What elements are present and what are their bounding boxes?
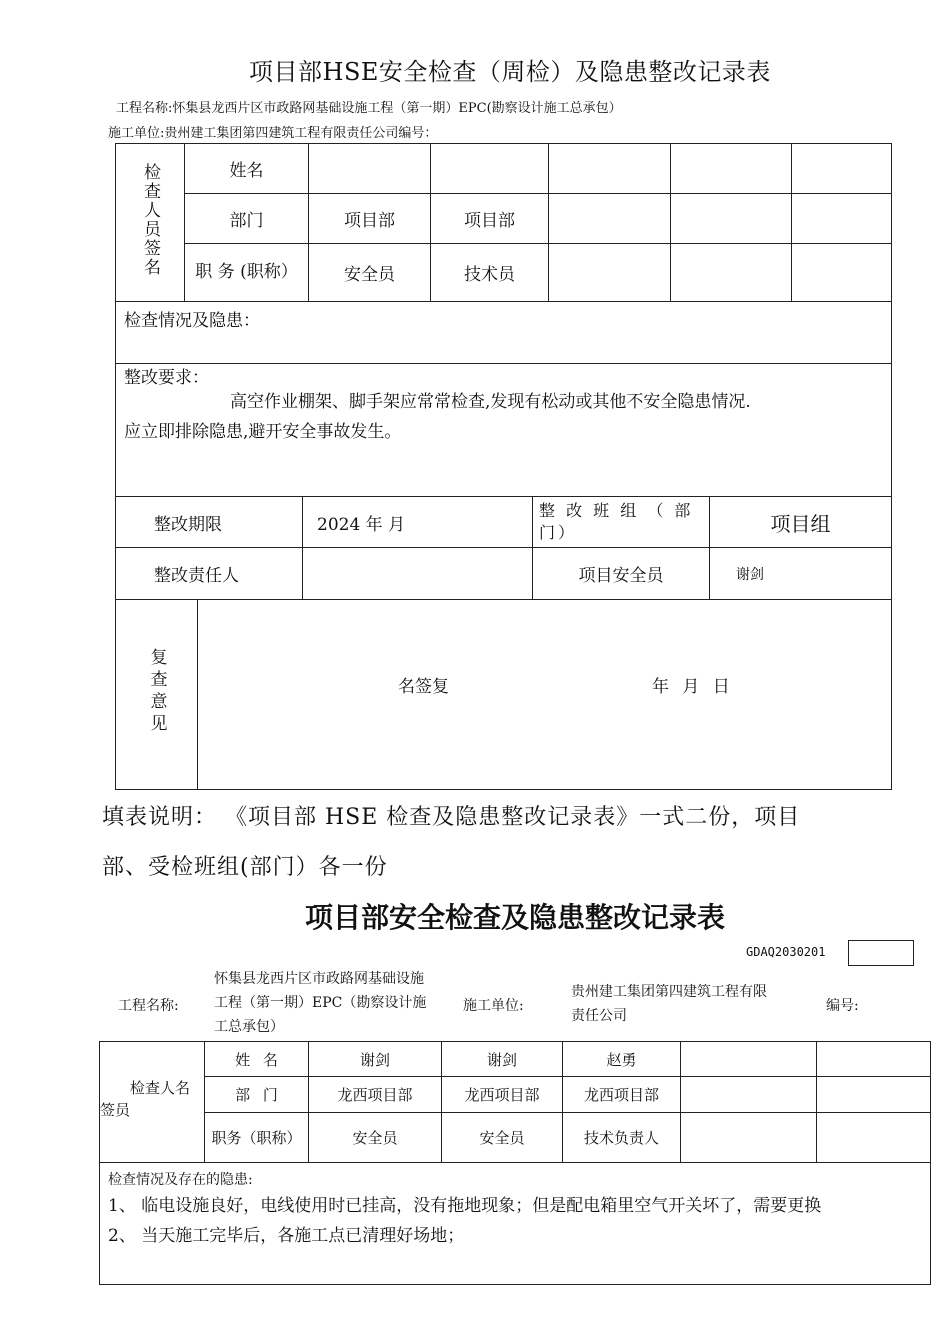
note-line1: 填表说明： 《项目部 HSE 检查及隐患整改记录表》一式二份，项目 <box>102 805 801 830</box>
form2-contractor-value: 贵州建工集团第四建筑工程有限责任公司 <box>571 984 767 1024</box>
form2-dept-cell-1: 龙西项目部 <box>309 1077 442 1113</box>
form2-dept-cell-3: 龙西项目部 <box>563 1077 681 1113</box>
form2-name-cell-1: 谢剑 <box>309 1042 442 1077</box>
form1-name-cell-5[interactable] <box>792 144 892 194</box>
form1-deadline-value[interactable]: 2024 年 月 <box>303 497 533 548</box>
form2-inspector-table <box>99 1041 931 1285</box>
form1-situation-label: 检查情况及隐患： <box>124 311 260 331</box>
form1-review-content[interactable] <box>198 600 892 790</box>
form1-deadline-label: 整改期限 <box>116 497 303 548</box>
form1-rectify-line2: 应立即排除隐患,避开安全事故发生。 <box>124 422 402 442</box>
form2-inspector-header-cell <box>100 1042 205 1163</box>
form1-review-label: 复查意见 <box>146 648 167 736</box>
form2-position-cell-4[interactable] <box>681 1113 817 1163</box>
form1-position-cell-2: 技术员 <box>431 244 549 302</box>
form1-review-table <box>115 599 892 790</box>
form2-dept-cell-4[interactable] <box>681 1077 817 1113</box>
form1-rectify-cell[interactable] <box>116 364 892 497</box>
form1-project-value: 怀集县龙西片区市政路网基础设施工程（第一期）EPC(勘察设计施工总承包） <box>172 101 622 116</box>
form1-position-label: 职 务 (职称） <box>185 244 309 302</box>
form2-number-label: 编号: <box>826 998 859 1014</box>
form1-inspector-table <box>115 143 892 497</box>
form2-item-2: 2、 当天施工完毕后，各施工点已清理好场地； <box>108 1226 465 1246</box>
form1-dept-cell-3[interactable] <box>549 194 671 244</box>
form1-review-label-cell <box>116 600 198 790</box>
form2-code-box[interactable] <box>848 940 914 966</box>
form1-position-cell-5[interactable] <box>792 244 892 302</box>
form1-inspector-header: 检查人员签名 <box>140 163 160 277</box>
form1-safety-officer-value[interactable]: 谢剑 <box>710 548 892 600</box>
form1-name-cell-3[interactable] <box>549 144 671 194</box>
form2-position-cell-1: 安全员 <box>309 1113 442 1163</box>
form2-dept-cell-2: 龙西项目部 <box>442 1077 563 1113</box>
form1-dept-cell-2: 项目部 <box>431 194 549 244</box>
form1-name-cell-2[interactable] <box>431 144 549 194</box>
form2-name-label: 姓 名 <box>205 1042 309 1077</box>
form2-dept-cell-5[interactable] <box>817 1077 931 1113</box>
form2-name-cell-3: 赵勇 <box>563 1042 681 1077</box>
form1-deadline-table <box>115 496 892 600</box>
note-line2: 部、受检班组(部门）各一份 <box>102 855 388 880</box>
form2-project-value: 怀集县龙西片区市政路网基础设施工程（第一期）EPC（勘察设计施工总承包） <box>214 971 427 1035</box>
form1-contractor-line: 施工单位:贵州建工集团第四建筑工程有限责任公司编号： <box>108 126 438 141</box>
form1-review-date: 年 月 日 <box>652 677 730 697</box>
form2-dept-label: 部 门 <box>205 1077 309 1113</box>
form2-name-cell-2: 谢剑 <box>442 1042 563 1077</box>
form1-dept-cell-4[interactable] <box>671 194 792 244</box>
form1-project-label: 工程名称: <box>116 101 173 116</box>
form2-title: 项目部安全检查及隐患整改记录表 <box>304 901 725 934</box>
form1-name-cell-4[interactable] <box>671 144 792 194</box>
form2-inspector-header: 检查人名签员 <box>100 1079 191 1119</box>
form1-name-cell-1[interactable] <box>309 144 431 194</box>
form1-position-cell-4[interactable] <box>671 244 792 302</box>
form1-responsible-label: 整改责任人 <box>116 548 303 600</box>
form1-team-value[interactable]: 项目组 <box>710 497 892 548</box>
form1-team-label: 整 改 班 组 （ 部门） <box>533 497 710 548</box>
form1-rectify-label: 整改要求： <box>124 368 209 388</box>
form2-contractor-label: 施工单位: <box>463 998 524 1014</box>
form1-safety-officer-label: 项目安全员 <box>533 548 710 600</box>
form2-project-label: 工程名称: <box>118 998 179 1014</box>
form1-name-label: 姓名 <box>185 144 309 194</box>
form1-inspector-header-cell <box>116 144 185 302</box>
form1-dept-label: 部门 <box>185 194 309 244</box>
form2-item-1: 1、 临电设施良好，电线使用时已挂高，没有拖地现象；但是配电箱里空气开关坏了，需要更换 <box>108 1196 822 1216</box>
form2-code: GDAQ2030201 <box>746 945 826 959</box>
form2-name-cell-5[interactable] <box>817 1042 931 1077</box>
form2-situation-label: 检查情况及存在的隐患: <box>108 1172 253 1188</box>
form2-position-label: 职务（职称） <box>205 1113 309 1163</box>
form1-rectify-line1: 高空作业棚架、脚手架应常常检查,发现有松动或其他不安全隐患情况. <box>230 392 751 412</box>
form1-position-cell-1: 安全员 <box>309 244 431 302</box>
form2-position-cell-3: 技术负责人 <box>563 1113 681 1163</box>
form2-name-cell-4[interactable] <box>681 1042 817 1077</box>
form1-responsible-value[interactable] <box>303 548 533 600</box>
form2-position-cell-5[interactable] <box>817 1113 931 1163</box>
form1-title: 项目部HSE安全检查（周检）及隐患整改记录表 <box>249 58 771 86</box>
form1-situation-cell[interactable] <box>116 302 892 364</box>
form1-dept-cell-1: 项目部 <box>309 194 431 244</box>
form2-position-cell-2: 安全员 <box>442 1113 563 1163</box>
form1-dept-cell-5[interactable] <box>792 194 892 244</box>
form1-position-cell-3[interactable] <box>549 244 671 302</box>
form2-situation-cell[interactable] <box>100 1163 931 1285</box>
form1-project-line <box>116 97 622 116</box>
form1-review-sign: 名签复 <box>398 677 449 697</box>
